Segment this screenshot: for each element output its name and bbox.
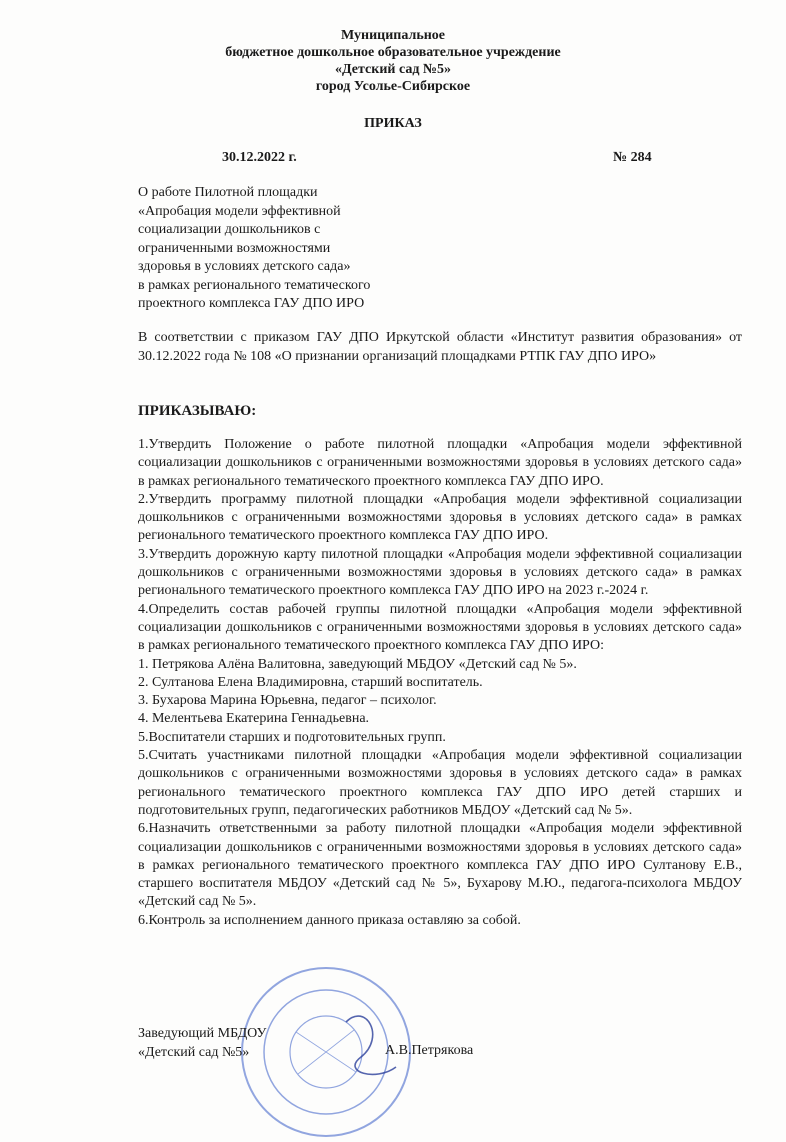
order-keyword: ПРИКАЗЫВАЮ: bbox=[138, 403, 257, 419]
order-number: № 284 bbox=[613, 150, 652, 165]
subject-line: ограниченными возможностями bbox=[138, 240, 331, 256]
subject-line: здоровья в условиях детского сада» bbox=[138, 259, 351, 274]
order-date: 30.12.2022 г. bbox=[222, 150, 297, 165]
working-group-member: 1. Петрякова Алёна Валитовна, заведующий МБДОУ «Детский сад № 5». bbox=[138, 656, 577, 672]
subject-line: социализации дошкольников с bbox=[138, 222, 321, 237]
institution-header bbox=[0, 27, 786, 95]
working-group-member: 3. Бухарова Марина Юрьевна, педагог – психолог. bbox=[138, 693, 437, 709]
header-line-3: «Детский сад №5» bbox=[334, 62, 451, 77]
order-item: 4.Определить состав рабочей группы пилотной площадки «Апробация модели эффективной социализации дошкольников с ограниченными возможностями здоровья в условиях детского сада» в рамках регионального тематического проектного комплекса ГАУ ДПО ИРО: bbox=[138, 601, 742, 654]
legal-basis-paragraph: В соответствии с приказом ГАУ ДПО Иркутской области «Институт развития образования» от 30.12.2022 года № 108 «О признании организаций площадками РТПК ГАУ ДПО ИРО» bbox=[138, 330, 742, 364]
order-item: 3.Утвердить дорожную карту пилотной площадки «Апробация модели эффективной социализации дошкольников с ограниченными возможностями здоровья в условиях детского сада» в рамках регионального тематического проектного комплекса ГАУ ДПО ИРО на 2023 г.-2024 г. bbox=[138, 546, 742, 599]
signatory-name: А.В.Петрякова bbox=[385, 1043, 474, 1058]
working-group-member: 2. Султанова Елена Владимировна, старший воспитатель. bbox=[138, 674, 483, 690]
header-line-4: город Усолье-Сибирское bbox=[315, 79, 471, 94]
header-line-2: бюджетное дошкольное образовательное учреждение bbox=[225, 45, 561, 60]
signatory-position: Заведующий МБДОУ bbox=[138, 1026, 267, 1041]
order-item: 5.Считать участниками пилотной площадки «Апробация модели эффективной социализации дошкольников с ограниченными возможностями здоровья в условиях детского сада» в рамках регионального тематического проектного комплекса ГАУ ДПО ИРО детей старших и подготовительных групп, педагогических работников МБДОУ «Детский сад № 5». bbox=[138, 748, 742, 818]
subject-line: проектного комплекса ГАУ ДПО ИРО bbox=[138, 296, 365, 311]
subject-line: «Апробация модели эффективной bbox=[138, 203, 341, 219]
order-item: 6.Контроль за исполнением данного приказа оставляю за собой. bbox=[138, 912, 521, 928]
working-group-member: 4. Мелентьева Екатерина Геннадьевна. bbox=[138, 711, 370, 727]
order-item: 6.Назначить ответственными за работу пилотной площадки «Апробация модели эффективной социализации дошкольников с ограниченными возможностями здоровья в условиях детского сада» в рамках регионального тематического проектного комплекса ГАУ ДПО ИРО Султанову Е.В., старшего воспитателя МБДОУ «Детский сад № 5», Бухарову М.Ю., педагога-психолога МБДОУ «Детский сад № 5». bbox=[138, 821, 742, 910]
subject-line: О работе Пилотной площадки bbox=[138, 185, 318, 200]
subject-line: в рамках регионального тематического bbox=[138, 277, 371, 293]
order-subject bbox=[138, 184, 438, 314]
signature-block bbox=[138, 1025, 266, 1062]
signatory-organization: «Детский сад №5» bbox=[138, 1044, 250, 1060]
order-items bbox=[138, 436, 742, 930]
order-item: 1.Утвердить Положение о работе пилотной площадки «Апробация модели эффективной социализации дошкольников с ограниченными возможностями здоровья в условиях детского сада» в рамках регионального тематического проектного комплекса ГАУ ДПО ИРО. bbox=[138, 437, 742, 489]
header-line-1: Муниципальное bbox=[340, 28, 446, 43]
working-group-member: 5.Воспитатели старших и подготовительных групп. bbox=[138, 729, 446, 745]
document-title: ПРИКАЗ bbox=[364, 116, 422, 131]
order-item: 2.Утвердить программу пилотной площадки «Апробация модели эффективной социализации дошкольников с ограниченными возможностями здоровья в условиях детского сада» в рамках регионального тематического проектного комплекса ГАУ ДПО ИРО. bbox=[138, 491, 742, 544]
